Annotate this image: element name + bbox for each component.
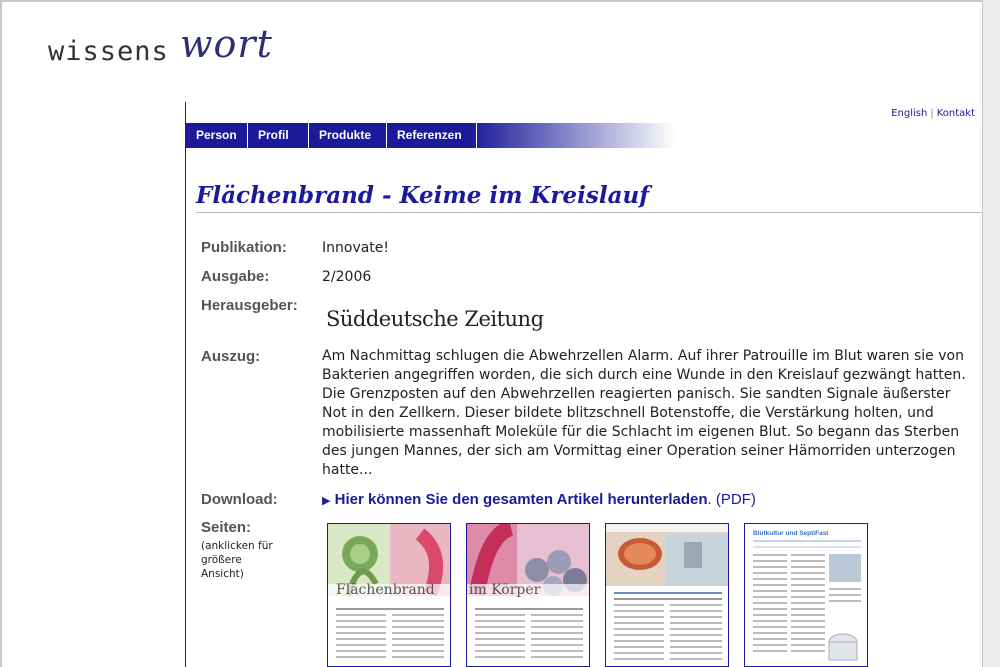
page-right-margin [982,0,1000,667]
ausgabe-value: 2/2006 [322,269,372,285]
thumbnail-1-heading: Flächenbrand [336,582,435,598]
nav-item-profil[interactable]: Profil [248,123,309,148]
nav-item-produkte[interactable]: Produkte [309,123,387,148]
seiten-hint: (anklicken für größere Ansicht) [201,540,273,580]
content-divider [185,102,186,667]
window-frame-left [0,0,2,667]
publikation-label: Publikation: [201,239,287,256]
publikation-value: Innovate! [322,240,390,256]
nav-item-referenzen[interactable]: Referenzen [387,123,477,148]
thumbnail-4-image [745,524,868,667]
ausgabe-label: Ausgabe: [201,268,270,285]
page-thumbnail-4[interactable] [744,523,868,667]
logo-text: wissens [48,36,169,67]
thumbnail-3-image [606,524,729,667]
auszug-label: Auszug: [201,348,261,365]
link-separator: | [930,108,934,119]
english-link[interactable]: English [891,108,928,119]
download-row [322,491,756,508]
seiten-label: Seiten: [201,519,252,536]
page-thumbnail-2[interactable] [466,523,590,667]
arrow-right-icon: ▶ [322,495,331,507]
article-excerpt: Am Nachmittag schlugen die Abwehrzellen Alarm. Auf ihrer Patrouille im Blut waren sie von Bakterien angegriffen worden, die sich durch eine Wunde in den Kreislauf gezwängt hatten. Die Grenzposten auf den Abwehrzellen reagierten panisch. Sie sandten Signale äußerster Not in den Zellkern. Dieser bildete blitzschnell Botenstoffe, die Verstärkung holten, und mobilisierte massenhaft Moleküle für die Schlacht im eigenen Blut. So begann das Sterben des jungen Mannes, der sich am Vormittag einer Operation seiner Hämorriden unterzogen hatte... [322,348,966,478]
kontakt-link[interactable]: Kontakt [936,108,975,119]
publisher-logo: Süddeutsche Zeitung [326,307,544,331]
page-title: Flächenbrand - Keime im Kreislauf [196,182,650,209]
window-frame-top [0,0,1000,2]
download-format: . (PDF) [707,491,756,508]
herausgeber-label: Herausgeber: [201,297,298,314]
download-label: Download: [201,491,278,508]
page-thumbnail-1[interactable] [327,523,451,667]
download-link[interactable]: Hier können Sie den gesamten Artikel herunterladen [334,491,708,508]
page-thumbnail-3[interactable] [605,523,729,667]
thumbnail-2-heading: im Körper [469,582,541,598]
title-divider [196,212,982,213]
main-navigation [186,123,676,148]
logo-script-text: wort [180,22,273,66]
nav-item-person[interactable]: Person [186,123,248,148]
utility-links [891,108,975,119]
thumbnail-4-heading: Blutkultur und SeptiFast [753,530,829,537]
